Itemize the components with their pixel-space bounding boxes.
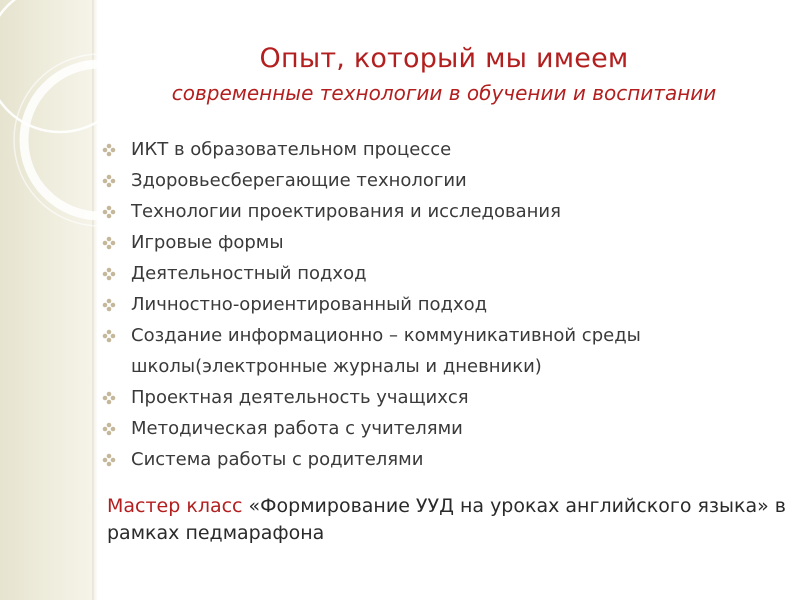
list-item-label: Игровые формы (131, 232, 284, 253)
slide-header (98, 42, 790, 107)
master-class-note (107, 493, 790, 547)
list-item (100, 196, 790, 227)
master-class-label: Мастер класс (107, 495, 243, 517)
diamond-flower-bullet-icon (102, 391, 116, 405)
slide-title: Опыт, который мы имеем (259, 43, 629, 74)
list-item-label: Личностно-ориентированный подход (131, 294, 488, 315)
diamond-flower-bullet-icon (102, 143, 116, 157)
list-item-label: Деятельностный подход (131, 263, 367, 284)
list-item-label: Технологии проектирования и исследования (131, 201, 561, 222)
technology-list (100, 134, 790, 475)
list-item (100, 320, 790, 382)
diamond-flower-bullet-icon (102, 453, 116, 467)
list-item-label: Проектная деятельность учащихся (131, 387, 469, 408)
diamond-flower-bullet-icon (102, 298, 116, 312)
diamond-flower-bullet-icon (102, 422, 116, 436)
list-item-label: Создание информационно – коммуникативной среды школы(электронные журналы и дневники) (131, 325, 641, 377)
list-item (100, 444, 790, 475)
slide-subtitle: современные технологии в обучении и воспитании (171, 81, 717, 105)
list-item (100, 289, 790, 320)
list-item-label: Методическая работа с учителями (131, 418, 463, 439)
list-item (100, 165, 790, 196)
list-item (100, 134, 790, 165)
list-item (100, 227, 790, 258)
list-item (100, 258, 790, 289)
list-item-label: Система работы с родителями (131, 449, 424, 470)
diamond-flower-bullet-icon (102, 267, 116, 281)
diamond-flower-bullet-icon (102, 174, 116, 188)
list-item (100, 382, 790, 413)
list-item-label: ИКТ в образовательном процессе (131, 139, 452, 160)
list-item-label: Здоровьесберегающие технологии (131, 170, 467, 191)
diamond-flower-bullet-icon (102, 205, 116, 219)
diamond-flower-bullet-icon (102, 329, 116, 343)
master-class-text: «Формирование УУД на уроках английского языка» в рамках педмарафона (107, 495, 786, 544)
list-item (100, 413, 790, 444)
diamond-flower-bullet-icon (102, 236, 116, 250)
